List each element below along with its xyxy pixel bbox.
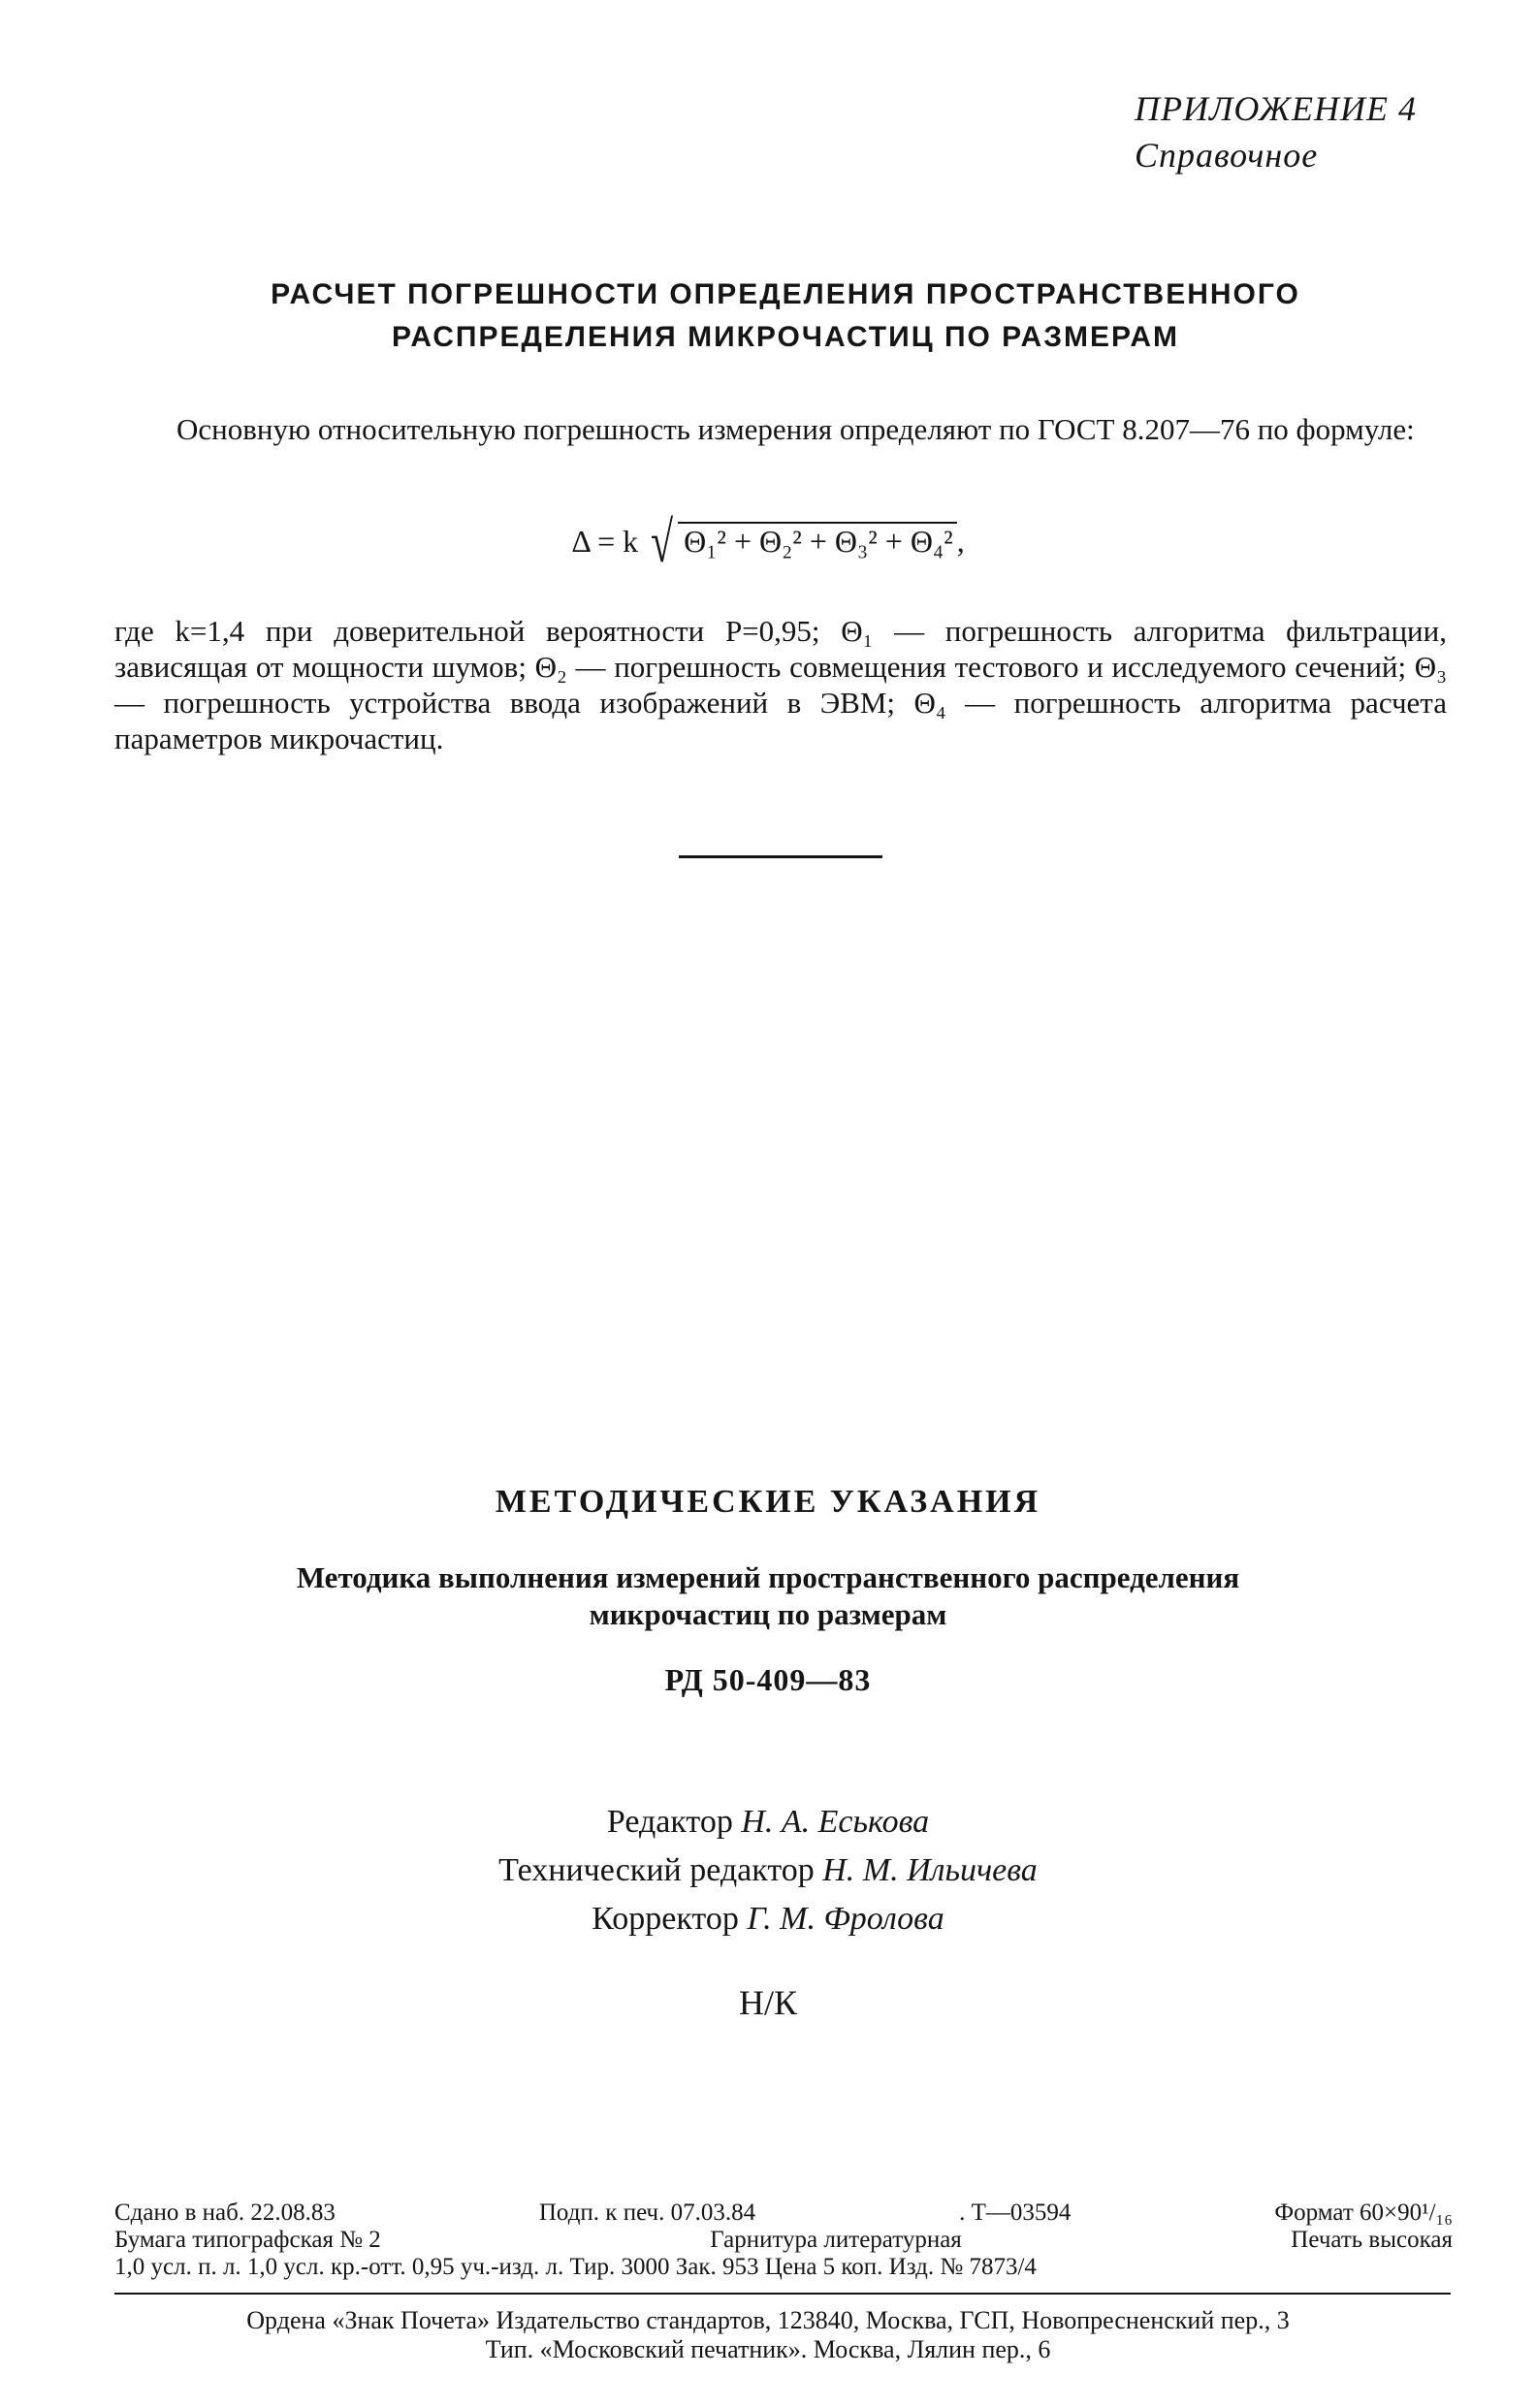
imprint-cell: Печать высокая [1291,2227,1453,2253]
section-title-line-1: РАСЧЕТ ПОГРЕШНОСТИ ОПРЕДЕЛЕНИЯ ПРОСТРАНСТВЕННОГО [271,278,1300,310]
imprint-cell: Бумага типографская № 2 [114,2227,381,2253]
appendix-header [1135,85,1417,178]
imprint-row-1 [114,2199,1453,2227]
credit-role: Корректор [592,1901,739,1937]
credit-tech-editor [0,1846,1536,1895]
imprint-cell: Сдано в наб. 22.08.83 [114,2199,336,2226]
explanation-text: где k=1,4 при доверительной вероятности P=0,95; Θ₁ — погрешность алгоритма фильтрации, зависящая от мощности шумов; Θ₂ — погрешность совмещения тестового и исследуемого сечений; Θ₃ — погрешность устройства ввода изображений в ЭВМ; Θ₄ — погрешность алгоритма расчета параметров микрочастиц. [114,614,1447,755]
doc-subtitle-line-2: микрочастиц по размерам [589,1597,947,1631]
credit-role: Технический редактор [498,1852,815,1888]
imprint-cell: Формат 60×90¹/₁₆ [1274,2199,1453,2226]
imprint-cell: Гарнитура литературная [710,2227,962,2253]
credit-name: Г. М. Фролова [747,1901,944,1937]
imprint-divider [114,2293,1451,2295]
doc-heading: МЕТОДИЧЕСКИЕ УКАЗАНИЯ [495,1484,1041,1520]
section-title-line-2: РАСПРЕДЕЛЕНИЯ МИКРОЧАСТИЦ ПО РАЗМЕРАМ [391,321,1180,353]
publisher-block [0,2306,1536,2364]
publisher-line-2: Тип. «Московский печатник». Москва, Лялин пер., 6 [485,2335,1051,2363]
imprint-cell: 1,0 усл. п. л. 1,0 усл. кр.-отт. 0,95 уч.-изд. л. Тир. 3000 Зак. 953 Цена 5 коп. Изд. № 7873/4 [114,2254,1037,2280]
formula-lhs: Δ = k [571,524,639,559]
appendix-note: Справочное [1135,136,1319,175]
credit-corrector [0,1895,1536,1943]
credit-name: Н. А. Еськова [741,1804,930,1840]
radical-sign-icon: √ [651,510,674,574]
imprint-cell: . Т—03594 [959,2199,1072,2226]
credit-role: Редактор [606,1804,733,1840]
intro-paragraph [114,411,1447,447]
imprint-cell: Подп. к печ. 07.03.84 [538,2199,756,2226]
intro-text: Основную относительную погрешность измерения определяют по ГОСТ 8.207—76 по формуле: [176,412,1415,446]
doc-code: РД 50-409—83 [664,1662,872,1697]
section-title [145,273,1425,359]
error-formula [0,510,1536,574]
doc-subtitle [0,1559,1536,1633]
formula-radicand: Θ₁² + Θ₂² + Θ₃² + Θ₄² [678,522,957,559]
doc-subtitle-line-1: Методика выполнения измерений пространственного распределения [296,1560,1240,1594]
credit-name: Н. М. Ильичева [822,1852,1038,1888]
formula-trail: , [956,524,965,559]
section-divider [679,855,882,858]
appendix-label: ПРИЛОЖЕНИЕ 4 [1135,89,1417,128]
imprint-row-2 [114,2227,1453,2254]
credits-block [0,1798,1536,1943]
imprint-row-3 [114,2254,1453,2281]
nk-mark: Н/К [738,1983,797,2022]
explanation-paragraph [114,613,1447,756]
credit-editor [0,1798,1536,1846]
publisher-line-1: Ордена «Знак Почета» Издательство стандартов, 123840, Москва, ГСП, Новопресненский пер., 3 [246,2306,1290,2334]
imprint-block [114,2199,1453,2281]
